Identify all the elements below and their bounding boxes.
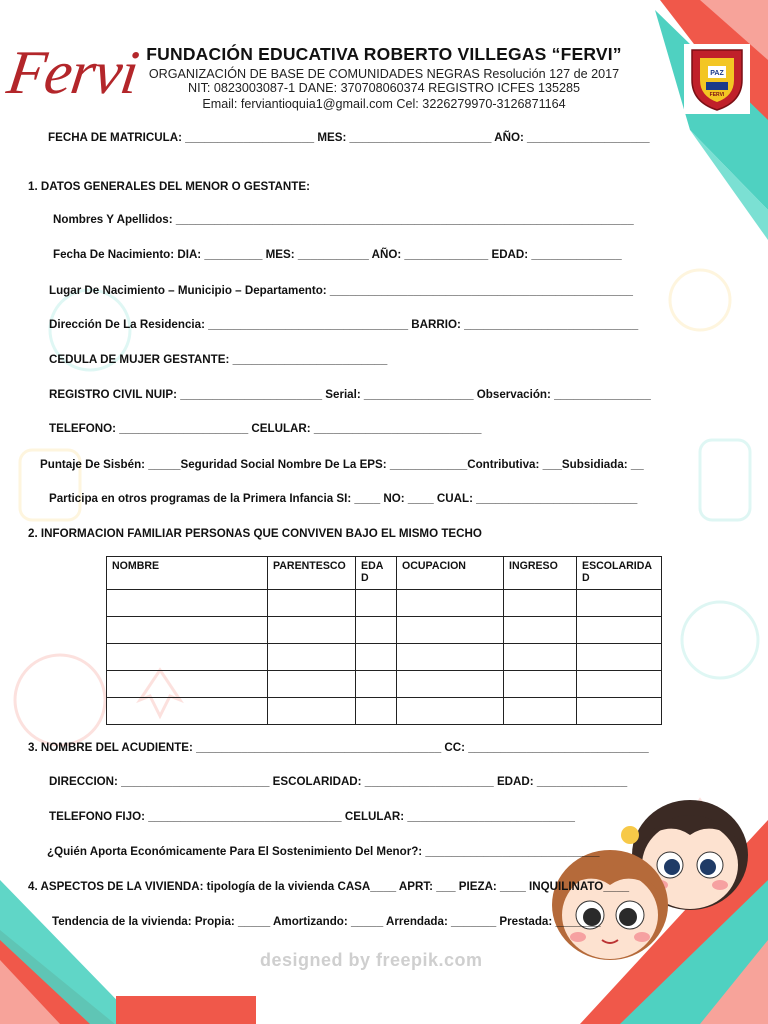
guardian-address-field[interactable]: DIRECCION: _______________________ ESCOLARIDAD: ____________________ EDAD: ______________ — [49, 775, 628, 788]
housing-type-field[interactable]: 4. ASPECTOS DE LA VIVIENDA: tipología de la vivienda CASA____ APRT: ___ PIEZA: ____ INQUILINATO____ — [28, 880, 630, 893]
col-nombre: NOMBRE — [107, 557, 268, 590]
table-row[interactable] — [107, 644, 662, 671]
shield-emblem-icon — [684, 44, 750, 114]
sisben-field[interactable]: Puntaje De Sisbén: _____Seguridad Social Nombre De La EPS: ____________Contributiva: ___Subsidiada: __ — [40, 458, 644, 471]
svg-text:PAZ: PAZ — [710, 70, 724, 77]
section-1-heading: 1. DATOS GENERALES DEL MENOR O GESTANTE: — [28, 180, 310, 193]
housing-tenure-field[interactable]: Tendencia de la vivienda: Propia: _____ Amortizando: _____ Arrendada: _______ Prestada: _______ — [52, 915, 601, 928]
registration-line: NIT: 0823003087-1 DANE: 370708060374 REGISTRO ICFES 135285 — [187, 81, 581, 95]
organization-line: ORGANIZACIÓN DE BASE DE COMUNIDADES NEGRAS Resolución 127 de 2017 — [148, 67, 620, 81]
fervi-logo: Fervi — [3, 39, 143, 107]
table-row[interactable] — [107, 590, 662, 617]
kids-illustration — [540, 780, 760, 970]
phone-field[interactable]: TELEFONO: ____________________ CELULAR: __________________________ — [49, 422, 482, 435]
freepik-watermark: designed by freepik.com — [260, 950, 483, 970]
col-edad: EDAD — [356, 557, 397, 590]
guardian-name-field[interactable]: 3. NOMBRE DEL ACUDIENTE: ______________________________________ CC: ____________________________ — [28, 741, 649, 754]
col-escolaridad: ESCOLARIDAD — [577, 557, 662, 590]
col-ocupacion: OCUPACION — [397, 557, 504, 590]
enrollment-date-field[interactable]: FECHA DE MATRICULA: ____________________ MES: ______________________ AÑO: ___________________ — [48, 131, 650, 144]
col-parentesco: PARENTESCO — [268, 557, 356, 590]
guardian-phone-field[interactable]: TELEFONO FIJO: ______________________________ CELULAR: __________________________ — [49, 810, 575, 823]
table-row[interactable] — [107, 698, 662, 725]
full-name-field[interactable]: Nombres Y Apellidos: _______________________________________________________________________ — [53, 213, 634, 226]
birth-place-field[interactable]: Lugar De Nacimiento – Municipio – Departamento: _______________________________________________ — [49, 284, 633, 297]
family-table — [106, 556, 662, 725]
table-header-row — [107, 557, 662, 590]
institution-title: FUNDACIÓN EDUCATIVA ROBERTO VILLEGAS “FERVI” — [146, 44, 622, 64]
svg-text:FERVI: FERVI — [709, 92, 725, 98]
col-ingreso: INGRESO — [504, 557, 577, 590]
table-row[interactable] — [107, 671, 662, 698]
other-programs-field[interactable]: Participa en otros programas de la Primera Infancia SI: ____ NO: ____ CUAL: _________________________ — [49, 492, 638, 505]
pregnant-id-field[interactable]: CEDULA DE MUJER GESTANTE: ________________________ — [49, 353, 388, 366]
section-2-heading: 2. INFORMACION FAMILIAR PERSONAS QUE CONVIVEN BAJO EL MISMO TECHO — [28, 527, 482, 540]
economic-support-field[interactable]: ¿Quién Aporta Económicamente Para El Sostenimiento Del Menor?: ___________________________ — [47, 845, 600, 858]
birth-date-field[interactable]: Fecha De Nacimiento: DIA: _________ MES: ___________ AÑO: _____________ EDAD: ______________ — [53, 248, 622, 261]
residence-address-field[interactable]: Dirección De La Residencia: _______________________________ BARRIO: ___________________________ — [49, 318, 639, 331]
letterhead — [0, 0, 768, 120]
civil-registry-field[interactable]: REGISTRO CIVIL NUIP: ______________________ Serial: _________________ Observación: _______________ — [49, 388, 651, 401]
table-row[interactable] — [107, 617, 662, 644]
contact-line: Email: ferviantioquia1@gmail.com Cel: 3226279970-3126871164 — [202, 97, 566, 111]
